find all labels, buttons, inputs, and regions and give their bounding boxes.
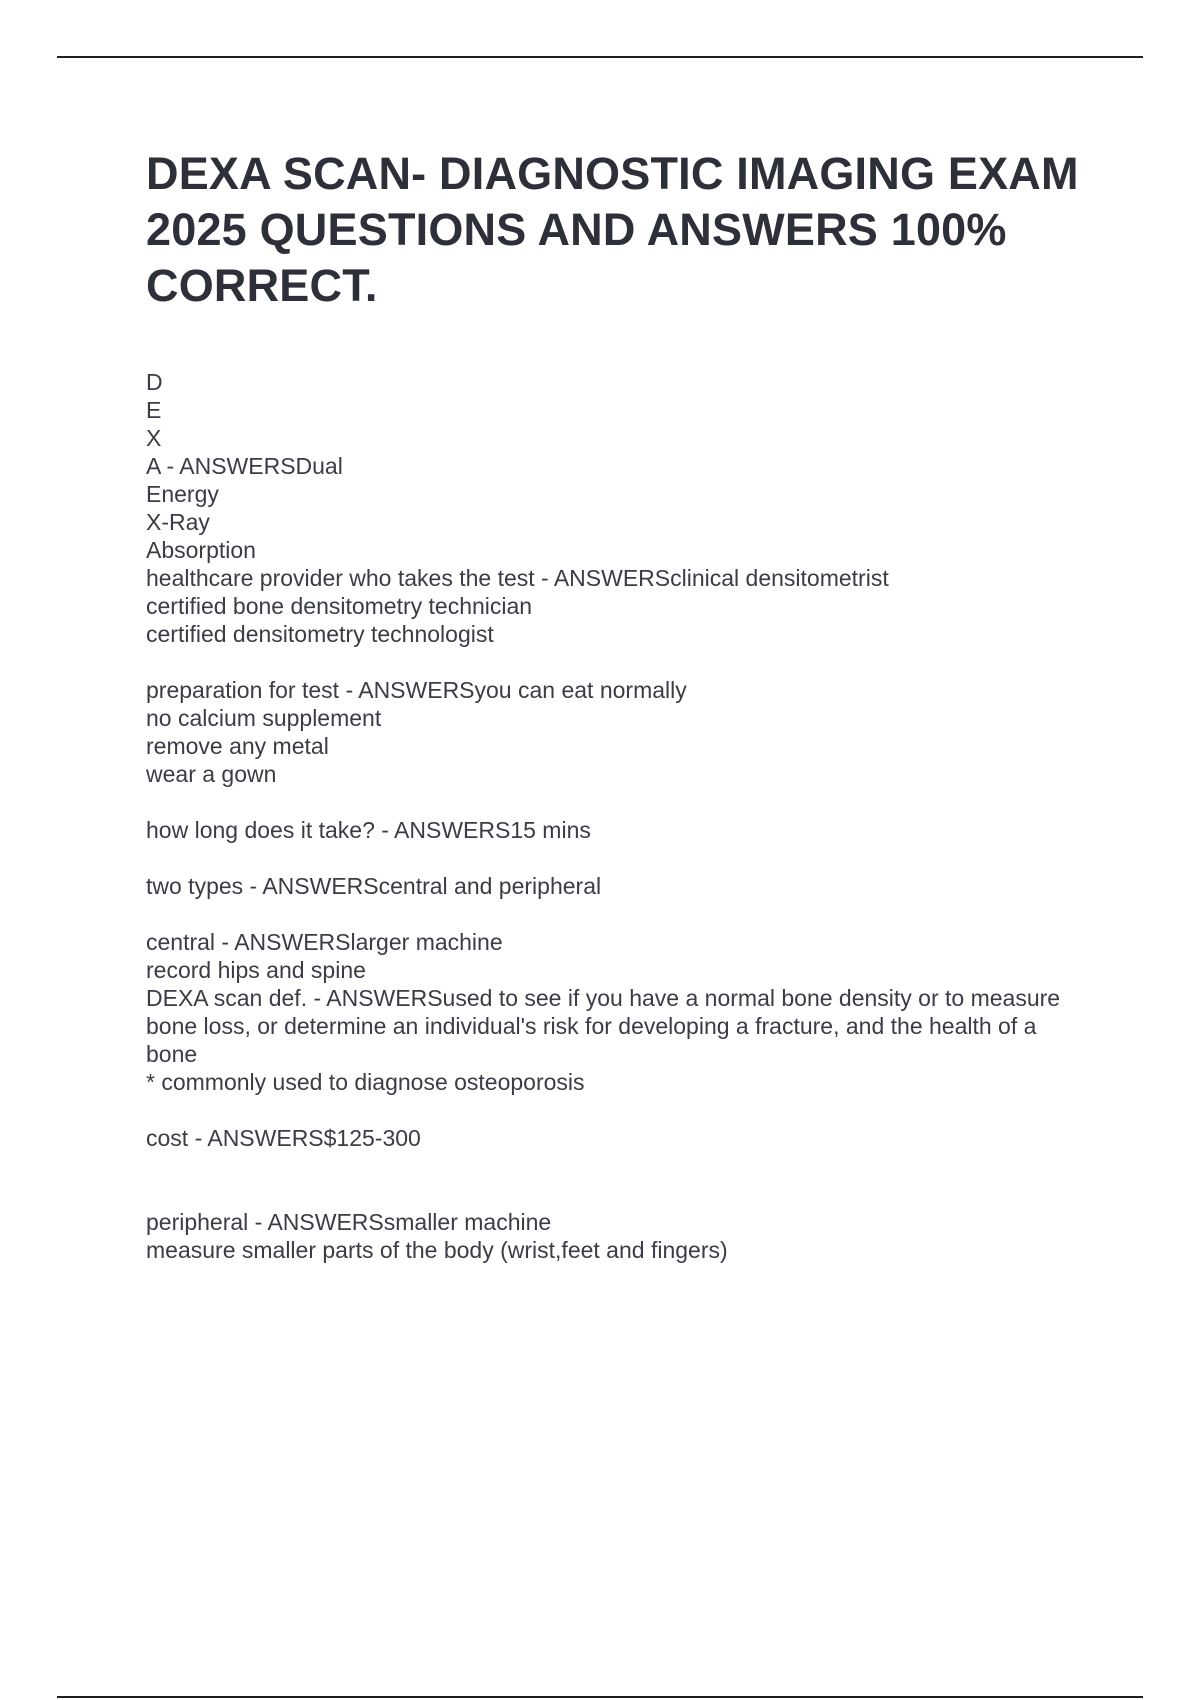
paragraph-gap xyxy=(146,844,1086,872)
body-line: peripheral - ANSWERSsmaller machine xyxy=(146,1209,552,1235)
document-title: DEXA SCAN- DIAGNOSTIC IMAGING EXAM 2025 QUESTIONS AND ANSWERS 100% CORRECT. xyxy=(146,148,1079,311)
body-line: A - ANSWERSDual xyxy=(146,453,343,479)
body-line: X-Ray xyxy=(146,509,210,535)
body-line: two types - ANSWERScentral and peripheral xyxy=(146,873,602,899)
body-line: record hips and spine xyxy=(146,957,366,983)
body-line: * commonly used to diagnose osteoporosis xyxy=(146,1069,585,1095)
paragraph-gap xyxy=(146,900,1086,928)
body-line: remove any metal xyxy=(146,733,329,759)
top-rule xyxy=(57,56,1143,58)
body-line: how long does it take? - ANSWERS15 mins xyxy=(146,817,591,843)
body-line: certified densitometry technologist xyxy=(146,621,494,647)
body-line: wear a gown xyxy=(146,761,277,787)
paragraph-gap xyxy=(146,1152,1086,1208)
body-line: E xyxy=(146,397,162,423)
body-line: no calcium supplement xyxy=(146,705,382,731)
body-line: measure smaller parts of the body (wrist,feet and fingers) xyxy=(146,1237,728,1263)
body-line: certified bone densitometry technician xyxy=(146,593,533,619)
paragraph-gap xyxy=(146,1096,1086,1124)
body-line: Energy xyxy=(146,481,219,507)
body-line: cost - ANSWERS$125-300 xyxy=(146,1125,421,1151)
body-line: DEXA scan def. - ANSWERSused to see if you have a normal bone density or to measure bone loss, or determine an individual's risk for developing a fracture, and the health of a bone xyxy=(146,985,1067,1067)
document-body xyxy=(146,368,1086,1264)
body-line: healthcare provider who takes the test - ANSWERSclinical densitometrist xyxy=(146,565,889,591)
paragraph-gap xyxy=(146,788,1086,816)
body-line: X xyxy=(146,425,162,451)
body-line: preparation for test - ANSWERSyou can eat normally xyxy=(146,677,687,703)
bottom-rule xyxy=(57,1696,1143,1698)
paragraph-gap xyxy=(146,648,1086,676)
body-line: D xyxy=(146,369,163,395)
body-line: central - ANSWERSlarger machine xyxy=(146,929,503,955)
body-line: Absorption xyxy=(146,537,256,563)
